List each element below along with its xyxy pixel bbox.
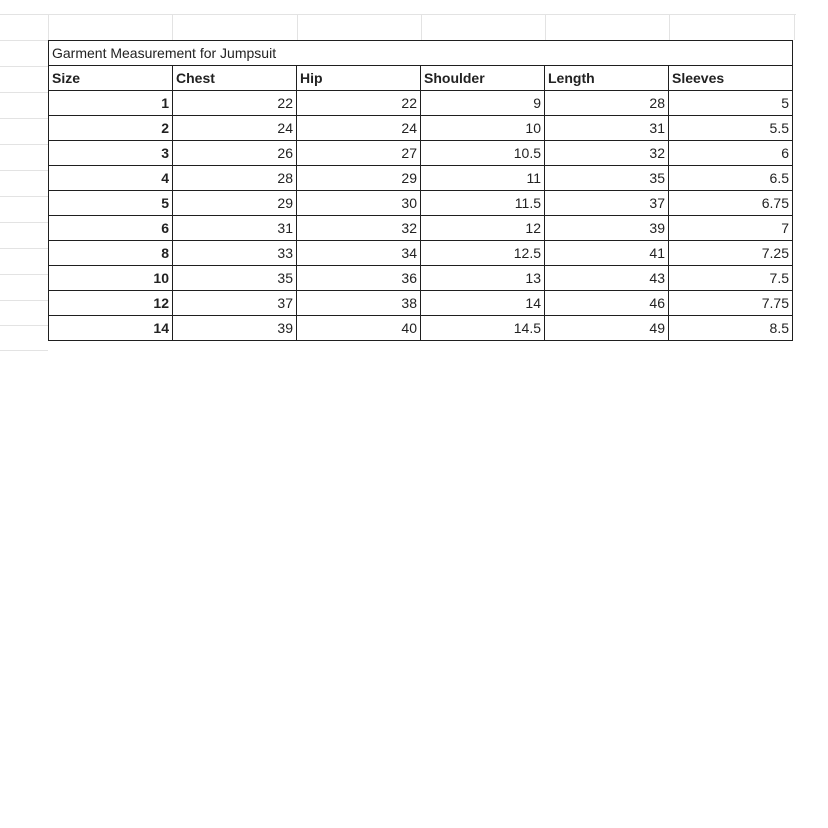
cell-length[interactable]: 49 — [545, 316, 669, 341]
cell-sleeves[interactable]: 7.25 — [669, 241, 793, 266]
title-row — [49, 41, 793, 66]
cell-size[interactable]: 14 — [49, 316, 173, 341]
grid-line — [421, 14, 422, 40]
grid-line — [0, 40, 48, 41]
cell-size[interactable]: 6 — [49, 216, 173, 241]
cell-hip[interactable]: 32 — [297, 216, 421, 241]
cell-sleeves[interactable]: 8.5 — [669, 316, 793, 341]
table-title[interactable]: Garment Measurement for Jumpsuit — [49, 41, 793, 66]
cell-shoulder[interactable]: 14.5 — [421, 316, 545, 341]
table-row — [49, 116, 793, 141]
cell-size[interactable]: 5 — [49, 191, 173, 216]
cell-length[interactable]: 46 — [545, 291, 669, 316]
cell-shoulder[interactable]: 10.5 — [421, 141, 545, 166]
cell-chest[interactable]: 31 — [173, 216, 297, 241]
cell-chest[interactable]: 26 — [173, 141, 297, 166]
cell-length[interactable]: 39 — [545, 216, 669, 241]
cell-hip[interactable]: 27 — [297, 141, 421, 166]
cell-length[interactable]: 43 — [545, 266, 669, 291]
grid-line — [0, 66, 48, 67]
cell-sleeves[interactable]: 5.5 — [669, 116, 793, 141]
table-row — [49, 191, 793, 216]
cell-chest[interactable]: 37 — [173, 291, 297, 316]
cell-shoulder[interactable]: 14 — [421, 291, 545, 316]
grid-line — [0, 222, 48, 223]
table-row — [49, 291, 793, 316]
cell-hip[interactable]: 40 — [297, 316, 421, 341]
cell-shoulder[interactable]: 12.5 — [421, 241, 545, 266]
cell-sleeves[interactable]: 7 — [669, 216, 793, 241]
cell-chest[interactable]: 35 — [173, 266, 297, 291]
table-row — [49, 141, 793, 166]
cell-size[interactable]: 12 — [49, 291, 173, 316]
cell-hip[interactable]: 38 — [297, 291, 421, 316]
cell-shoulder[interactable]: 9 — [421, 91, 545, 116]
cell-length[interactable]: 41 — [545, 241, 669, 266]
table-row — [49, 216, 793, 241]
cell-chest[interactable]: 22 — [173, 91, 297, 116]
cell-length[interactable]: 35 — [545, 166, 669, 191]
cell-chest[interactable]: 29 — [173, 191, 297, 216]
grid-line — [0, 300, 48, 301]
cell-chest[interactable]: 33 — [173, 241, 297, 266]
cell-hip[interactable]: 24 — [297, 116, 421, 141]
cell-size[interactable]: 3 — [49, 141, 173, 166]
grid-line — [669, 14, 670, 40]
cell-shoulder[interactable]: 11.5 — [421, 191, 545, 216]
cell-chest[interactable]: 28 — [173, 166, 297, 191]
cell-hip[interactable]: 29 — [297, 166, 421, 191]
grid-line — [0, 118, 48, 119]
table-row — [49, 241, 793, 266]
cell-length[interactable]: 28 — [545, 91, 669, 116]
cell-size[interactable]: 10 — [49, 266, 173, 291]
header-size[interactable]: Size — [49, 66, 173, 91]
cell-chest[interactable]: 24 — [173, 116, 297, 141]
grid-line — [297, 14, 298, 40]
cell-sleeves[interactable]: 7.5 — [669, 266, 793, 291]
header-row — [49, 66, 793, 91]
cell-size[interactable]: 1 — [49, 91, 173, 116]
header-hip[interactable]: Hip — [297, 66, 421, 91]
cell-size[interactable]: 8 — [49, 241, 173, 266]
grid-line — [48, 14, 49, 40]
grid-line — [545, 14, 546, 40]
grid-line — [0, 144, 48, 145]
cell-size[interactable]: 2 — [49, 116, 173, 141]
cell-shoulder[interactable]: 13 — [421, 266, 545, 291]
table-row — [49, 91, 793, 116]
grid-top-row — [0, 14, 796, 41]
grid-line — [0, 350, 48, 351]
header-chest[interactable]: Chest — [173, 66, 297, 91]
grid-line — [0, 92, 48, 93]
cell-shoulder[interactable]: 11 — [421, 166, 545, 191]
cell-sleeves[interactable]: 6.5 — [669, 166, 793, 191]
grid-line — [0, 248, 48, 249]
cell-chest[interactable]: 39 — [173, 316, 297, 341]
grid-line — [794, 14, 795, 40]
grid-line — [0, 274, 48, 275]
cell-sleeves[interactable]: 5 — [669, 91, 793, 116]
cell-size[interactable]: 4 — [49, 166, 173, 191]
cell-length[interactable]: 31 — [545, 116, 669, 141]
grid-line — [0, 170, 48, 171]
measurement-table — [48, 40, 793, 341]
header-sleeves[interactable]: Sleeves — [669, 66, 793, 91]
header-length[interactable]: Length — [545, 66, 669, 91]
cell-hip[interactable]: 22 — [297, 91, 421, 116]
cell-length[interactable]: 32 — [545, 141, 669, 166]
grid-line — [0, 196, 48, 197]
cell-sleeves[interactable]: 6 — [669, 141, 793, 166]
table-row — [49, 266, 793, 291]
cell-hip[interactable]: 34 — [297, 241, 421, 266]
cell-sleeves[interactable]: 7.75 — [669, 291, 793, 316]
cell-shoulder[interactable]: 10 — [421, 116, 545, 141]
cell-hip[interactable]: 36 — [297, 266, 421, 291]
table-row — [49, 316, 793, 341]
cell-hip[interactable]: 30 — [297, 191, 421, 216]
cell-length[interactable]: 37 — [545, 191, 669, 216]
cell-sleeves[interactable]: 6.75 — [669, 191, 793, 216]
grid-line — [0, 325, 48, 326]
cell-shoulder[interactable]: 12 — [421, 216, 545, 241]
header-shoulder[interactable]: Shoulder — [421, 66, 545, 91]
table-row — [49, 166, 793, 191]
grid-line — [172, 14, 173, 40]
